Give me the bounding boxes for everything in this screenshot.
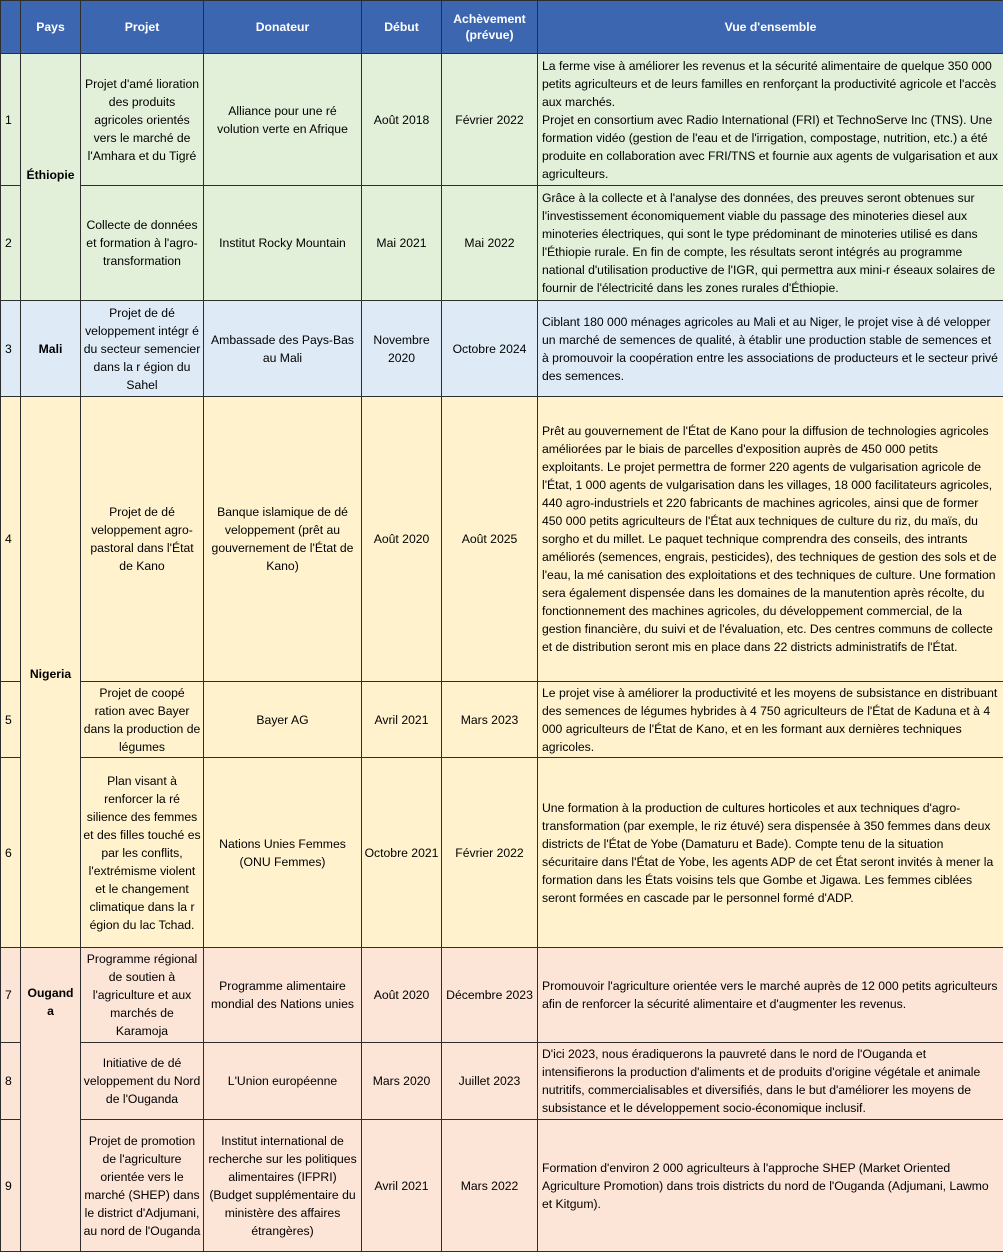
project-name: Programme régional de soutien à l'agriculture et aux marchés de Karamoja	[81, 948, 204, 1043]
start-date: Août 2020	[362, 948, 442, 1043]
start-date: Octobre 2021	[362, 758, 442, 948]
overview: Ciblant 180 000 ménages agricoles au Mali et au Niger, le projet vise à dé velopper un marché de semences de qualité, à établir une production stable de semences et à promouvoir la coopération entre les associations de producteurs et le secteur privé des semences.	[538, 301, 1003, 397]
project-name: Projet de promotion de l'agriculture orientée vers le marché (SHEP) dans le district d'Adjumani, au nord de l'Ouganda	[81, 1120, 204, 1252]
donor: Bayer AG	[204, 682, 362, 758]
table-row	[1, 301, 1003, 397]
overview: Formation d'environ 2 000 agriculteurs à l'approche SHEP (Market Oriented Agriculture Promotion) dans trois districts du nord de l'Ouganda (Adjumani, Lawmo et Kitgum).	[538, 1120, 1003, 1252]
header-pays: Pays	[21, 1, 81, 54]
end-date: Juillet 2023	[442, 1043, 538, 1120]
row-number: 9	[1, 1120, 21, 1252]
donor: Nations Unies Femmes (ONU Femmes)	[204, 758, 362, 948]
header-donateur: Donateur	[204, 1, 362, 54]
end-date: Octobre 2024	[442, 301, 538, 397]
table-row	[1, 948, 1003, 1043]
end-date: Décembre 2023	[442, 948, 538, 1043]
donor: Alliance pour une ré volution verte en Afrique	[204, 54, 362, 186]
donor: Programme alimentaire mondial des Nations unies	[204, 948, 362, 1043]
row-number: 6	[1, 758, 21, 948]
start-date: Novembre 2020	[362, 301, 442, 397]
project-name: Collecte de données et formation à l'agro-transformation	[81, 186, 204, 301]
row-number: 8	[1, 1043, 21, 1120]
header-debut: Début	[362, 1, 442, 54]
project-name: Projet de coopé ration avec Bayer dans la production de légumes	[81, 682, 204, 758]
overview-text: La ferme vise à améliorer les revenus et la sécurité alimentaire de quelque 350 000 petits agriculteurs et de leurs familles en renforçant la productivité agricole et l'accès aux marchés.	[542, 58, 997, 109]
start-date: Avril 2021	[362, 682, 442, 758]
overview: Grâce à la collecte et à l'analyse des données, des preuves seront obtenues sur l'investissement économiquement viable du passage des minoteries diesel aux minoteries électriques, qui sont le type prédominant de minoteries utilisé es dans l'Éthiopie rurale. En fin de compte, les résultats seront intégrés au programme national d'utilisation productive de l'IGR, qui permettra aux mini-r éseaux solaires de fournir de l'électricité dans les zones rurales d'Éthiopie.	[538, 186, 1003, 301]
start-date: Mai 2021	[362, 186, 442, 301]
start-date: Août 2020	[362, 397, 442, 682]
header-row	[1, 1, 1003, 54]
donor: L'Union européenne	[204, 1043, 362, 1120]
donor	[204, 1120, 362, 1252]
donor: Ambassade des Pays-Bas au Mali	[204, 301, 362, 397]
table-row	[1, 1043, 1003, 1120]
overview: D'ici 2023, nous éradiquerons la pauvreté dans le nord de l'Ouganda et intensifierons la production d'aliments et de produits d'origine végétale et animale nutritifs, commercialisables et diversifiés, dans le but d'améliorer les moyens de subsistance et le développement socio-économique inclusif.	[538, 1043, 1003, 1120]
start-date: Août 2018	[362, 54, 442, 186]
header-num	[1, 1, 21, 54]
table-row	[1, 758, 1003, 948]
country-mali: Mali	[21, 301, 81, 397]
country-ethiopie: Éthiopie	[21, 54, 81, 301]
donor-note: (Budget supplémentaire du ministère des affaires étrangères)	[209, 1187, 356, 1238]
start-date: Avril 2021	[362, 1120, 442, 1252]
project-name: Projet de dé veloppement intégr é du secteur semencier dans la r égion du Sahel	[81, 301, 204, 397]
overview-text-2: Projet en consortium avec Radio International (FRI) et TechnoServe Inc (TNS). Une formation vidéo (gestion de l'eau et de l'irrigation, compostage, nutrition, etc.) a été produite en collaboration avec FRI/TNS et fournie aux agents de vulgarisation et aux agriculteurs.	[542, 112, 998, 181]
table-row	[1, 186, 1003, 301]
row-number: 2	[1, 186, 21, 301]
row-number: 5	[1, 682, 21, 758]
start-date: Mars 2020	[362, 1043, 442, 1120]
header-achevement: Achèvement (prévue)	[442, 1, 538, 54]
end-date: Février 2022	[442, 758, 538, 948]
end-date: Août 2025	[442, 397, 538, 682]
end-date: Février 2022	[442, 54, 538, 186]
overview: Une formation à la production de cultures horticoles et aux techniques d'agro-transformation (par exemple, le riz étuvé) sera dispensée à 350 femmes dans deux districts de l'État de Yobe (Damaturu et Bade). Compte tenu de la situation sécuritaire dans l'État de Yobe, les agents ADP de cet État seront invités à mener la formation dans les États voisins tels que Gombe et Jigawa. Les femmes ciblées seront formées en cascade par le personnel formé d'ADP.	[538, 758, 1003, 948]
project-name: Plan visant à renforcer la ré silience des femmes et des filles touché es par les conflits, l'extrémisme violent et le changement climatique dans la r égion du lac Tchad.	[81, 758, 204, 948]
row-number: 3	[1, 301, 21, 397]
donor: Banque islamique de dé veloppement (prêt au gouvernement de l'État de Kano)	[204, 397, 362, 682]
country-ouganda: Ougand a	[21, 948, 81, 1252]
overview	[538, 54, 1003, 186]
overview: Promouvoir l'agriculture orientée vers le marché auprès de 12 000 petits agriculteurs afin de renforcer la sécurité alimentaire et d'augmenter les revenus.	[538, 948, 1003, 1043]
end-date: Mars 2022	[442, 1120, 538, 1252]
table-row	[1, 397, 1003, 682]
row-number: 4	[1, 397, 21, 682]
header-vue-ensemble: Vue d'ensemble	[538, 1, 1003, 54]
donor: Institut Rocky Mountain	[204, 186, 362, 301]
overview: Le projet vise à améliorer la productivité et les moyens de subsistance en distribuant des semences de légumes hybrides à 4 750 agriculteurs de l'État de Kaduna et à 4 000 agriculteurs de l'État de Kano, et en les formant aux dernières techniques agricoles.	[538, 682, 1003, 758]
table-row	[1, 682, 1003, 758]
project-name: Projet d'amé lioration des produits agricoles orientés vers le marché de l'Amhara et du Tigré	[81, 54, 204, 186]
row-number: 1	[1, 54, 21, 186]
overview: Prêt au gouvernement de l'État de Kano pour la diffusion de technologies agricoles améliorées par le biais de parcelles d'exposition auprès de 450 000 petits exploitants. Le projet permettra de former 220 agents de vulgarisation agricole de l'État, 1 000 agents de vulgarisation dans les villages, 18 000 facilitateurs agricoles, 440 agro-industriels et 220 fabricants de machines agricoles, ainsi que de former 450 000 petits agriculteurs de l'État aux techniques de culture du riz, du maïs, du sorgho et du millet. Le paquet technique comprendra des conseils, des intrants améliorés (semences, engrais, pesticides), des techniques de gestion des sols et de l'eau, la mé canisation des exploitations et des techniques de culture. Une formation sera également dispensée dans les domaines de la manutention après récolte, du fonctionnement des machines agricoles, du développement commercial, de la gestion financière, du suivi et de l'évaluation, etc. Des centres communs de collecte et de distribution seront mis en place dans 22 districts administratifs de l'État.	[538, 397, 1003, 682]
project-name: Initiative de dé veloppement du Nord de l'Ouganda	[81, 1043, 204, 1120]
end-date: Mars 2023	[442, 682, 538, 758]
end-date: Mai 2022	[442, 186, 538, 301]
project-name: Projet de dé veloppement agro-pastoral dans l'État de Kano	[81, 397, 204, 682]
donor-text: Institut international de recherche sur les politiques alimentaires (IFPRI)	[208, 1133, 357, 1184]
table-row	[1, 1120, 1003, 1252]
table-row	[1, 54, 1003, 186]
country-nigeria: Nigeria	[21, 397, 81, 948]
header-projet: Projet	[81, 1, 204, 54]
row-number: 7	[1, 948, 21, 1043]
